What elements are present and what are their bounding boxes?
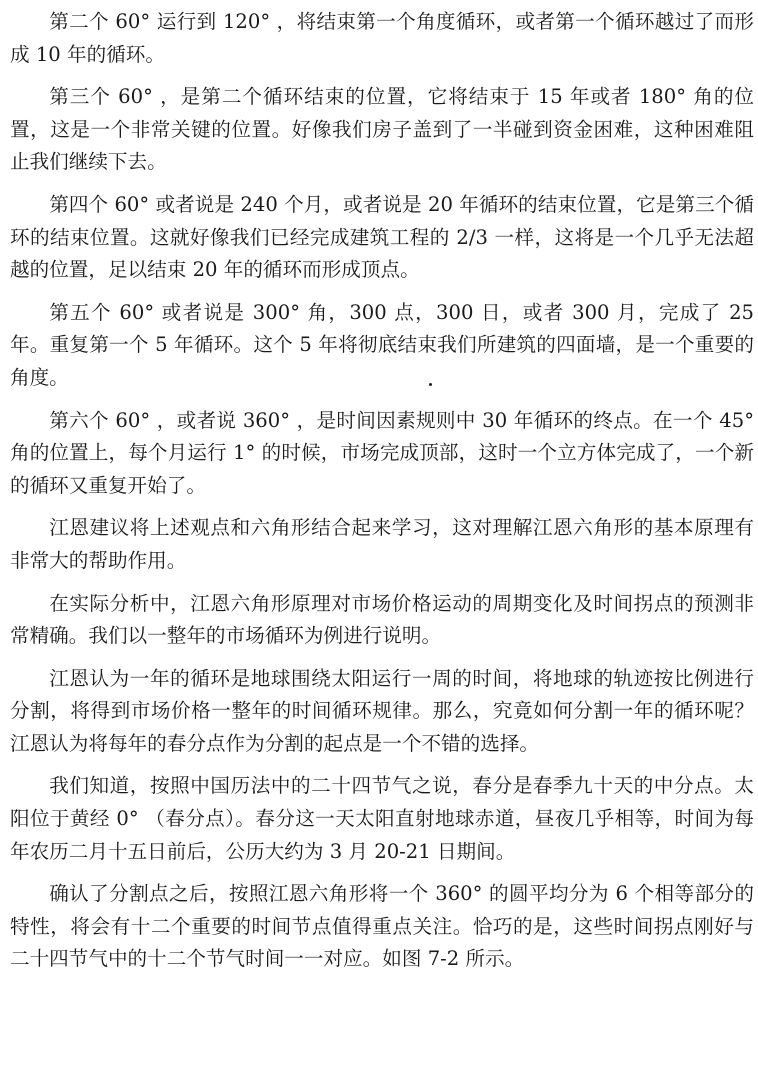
paragraph-7: 在实际分析中，江恩六角形原理对市场价格运动的周期变化及时间拐点的预测非常精确。我们以一整年的市场循环为例进行说明。 xyxy=(10,591,754,648)
paragraph-10: 确认了分割点之后，按照江恩六角形将一个 360° 的圆平均分为 6 个相等部分的特性，将会有十二个重要的时间节点值得重点关注。恰巧的是，这些时间拐点刚好与二十四节气中的十二个节气时间一一对应。如图 7-2 所示。 xyxy=(10,882,754,971)
paragraph-8: 江恩认为一年的循环是地球围绕太阳运行一周的时间，将地球的轨迹按比例进行分割，将得到市场价格一整年的时间循环规律。那么，究竟如何分割一年的循环呢？江恩认为将每年的春分点作为分割的起点是一个不错的选择。 xyxy=(10,666,754,755)
document-page xyxy=(10,6,754,986)
paragraph-2: 第三个 60° ，是第二个循环结束的位置，它将结束于 15 年或者 180° 角的位置，这是一个非常关键的位置。好像我们房子盖到了一半碰到资金困难，这种困难阻止我们继续下去。 xyxy=(10,85,754,174)
paragraph-6: 江恩建议将上述观点和六角形结合起来学习，这对理解江恩六角形的基本原理有非常大的帮助作用。 xyxy=(10,516,754,572)
scan-speck xyxy=(429,383,432,386)
paragraph-4: 第五个 60° 或者说是 300° 角，300 点，300 日，或者 300 月，完成了 25 年。重复第一个 5 年循环。这个 5 年将彻底结束我们所建筑的四面墙，是一个重要的角度。 xyxy=(10,300,754,389)
paragraph-1: 第二个 60° 运行到 120° ，将结束第一个角度循环，或者第一个循环越过了而形成 10 年的循环。 xyxy=(10,10,754,66)
paragraph-3: 第四个 60° 或者说是 240 个月，或者说是 20 年循环的结束位置，它是第三个循环的结束位置。这就好像我们已经完成建筑工程的 2/3 一样，这将是一个几乎无法超越的位置，足以结束 20 年的循环而形成顶点。 xyxy=(10,192,754,282)
paragraph-5: 第六个 60° ，或者说 360° ，是时间因素规则中 30 年循环的终点。在一个 45° 角的位置上，每个月运行 1° 的时候，市场完成顶部，这时一个立方体完成了，一个新的循环又重复开始了。 xyxy=(10,408,754,497)
paragraph-9: 我们知道，按照中国历法中的二十四节气之说，春分是春季九十天的中分点。太阳位于黄经 0° （春分点）。春分这一天太阳直射地球赤道，昼夜几乎相等，时间为每年农历二月十五日前后，公历大约为 3 月 20-21 日期间。 xyxy=(10,774,754,863)
